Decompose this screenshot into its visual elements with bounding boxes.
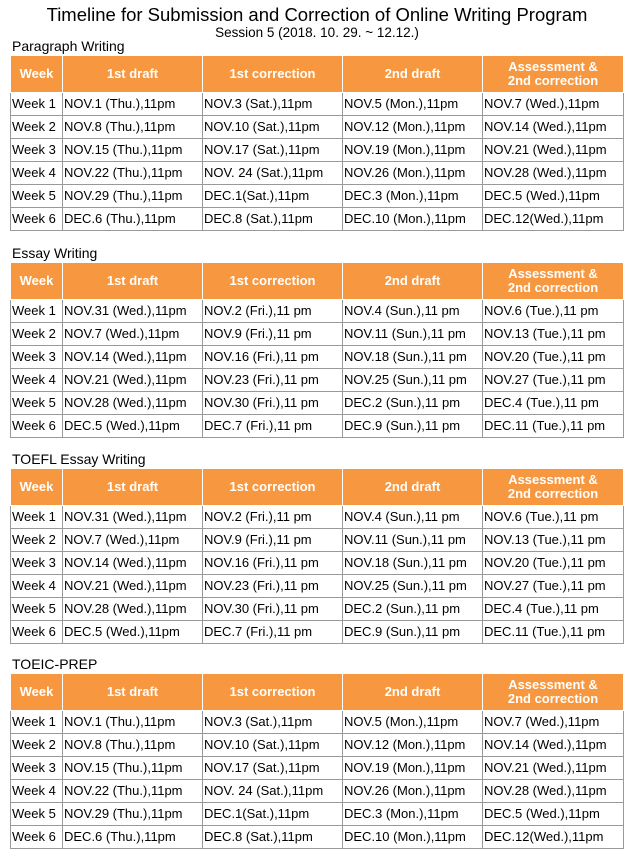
column-header: Week [11,469,63,506]
date-cell: DEC.10 (Mon.),11pm [343,208,483,231]
date-cell: NOV.13 (Tue.),11 pm [483,529,624,552]
date-cell: NOV.12 (Mon.),11pm [343,116,483,139]
date-cell: DEC.11 (Tue.),11 pm [483,621,624,644]
date-cell: NOV.1 (Thu.),11pm [63,711,203,734]
date-cell: NOV.29 (Thu.),11pm [63,185,203,208]
date-cell: NOV.23 (Fri.),11 pm [203,575,343,598]
date-cell: NOV.31 (Wed.),11pm [63,506,203,529]
date-cell: DEC.5 (Wed.),11pm [483,803,624,826]
date-cell: NOV.5 (Mon.),11pm [343,93,483,116]
table-row [11,780,624,803]
date-cell: DEC.7 (Fri.),11 pm [203,621,343,644]
table-row [11,346,624,369]
page-subtitle: Session 5 (2018. 10. 29. ~ 12.12.) [215,25,419,40]
table-row [11,139,624,162]
date-cell: DEC.2 (Sun.),11 pm [343,392,483,415]
date-cell: NOV.21 (Wed.),11pm [483,139,624,162]
date-cell: NOV.28 (Wed.),11pm [63,392,203,415]
schedule-section [10,245,623,438]
section-title: Paragraph Writing [12,38,125,54]
column-header: 2nd draft [343,263,483,300]
schedule-table [10,262,624,438]
date-cell: NOV.19 (Mon.),11pm [343,757,483,780]
date-cell: DEC.11 (Tue.),11 pm [483,415,624,438]
date-cell: NOV.13 (Tue.),11 pm [483,323,624,346]
date-cell: NOV.9 (Fri.),11 pm [203,323,343,346]
date-cell: DEC.6 (Thu.),11pm [63,826,203,849]
week-cell: Week 2 [11,116,63,139]
date-cell: NOV.3 (Sat.),11pm [203,711,343,734]
date-cell: NOV.20 (Tue.),11 pm [483,346,624,369]
date-cell: NOV.7 (Wed.),11pm [63,323,203,346]
column-header: Assessment & 2nd correction [483,674,624,711]
date-cell: NOV.22 (Thu.),11pm [63,162,203,185]
date-cell: NOV.27 (Tue.),11 pm [483,575,624,598]
date-cell: NOV.11 (Sun.),11 pm [343,529,483,552]
date-cell: NOV.14 (Wed.),11pm [483,734,624,757]
date-cell: DEC.9 (Sun.),11 pm [343,621,483,644]
column-header: 1st draft [63,263,203,300]
date-cell: DEC.5 (Wed.),11pm [63,621,203,644]
table-row [11,208,624,231]
date-cell: NOV.14 (Wed.),11pm [63,552,203,575]
table-row [11,575,624,598]
table-row [11,323,624,346]
date-cell: NOV.2 (Fri.),11 pm [203,300,343,323]
table-row [11,757,624,780]
date-cell: NOV.7 (Wed.),11pm [63,529,203,552]
date-cell: NOV.18 (Sun.),11 pm [343,552,483,575]
date-cell: DEC.2 (Sun.),11 pm [343,598,483,621]
date-cell: NOV.8 (Thu.),11pm [63,116,203,139]
date-cell: DEC.5 (Wed.),11pm [483,185,624,208]
week-cell: Week 2 [11,734,63,757]
date-cell: NOV.16 (Fri.),11 pm [203,552,343,575]
date-cell: DEC.12(Wed.),11pm [483,208,624,231]
table-row [11,734,624,757]
section-title: TOEIC-PREP [12,656,98,672]
date-cell: DEC.1(Sat.),11pm [203,185,343,208]
date-cell: NOV.2 (Fri.),11 pm [203,506,343,529]
column-header: Assessment & 2nd correction [483,469,624,506]
date-cell: NOV.3 (Sat.),11pm [203,93,343,116]
column-header: 2nd draft [343,56,483,93]
date-cell: NOV.20 (Tue.),11 pm [483,552,624,575]
date-cell: NOV.4 (Sun.),11 pm [343,506,483,529]
schedule-table [10,55,624,231]
date-cell: DEC.9 (Sun.),11 pm [343,415,483,438]
week-cell: Week 1 [11,300,63,323]
table-row [11,162,624,185]
date-cell: NOV.21 (Wed.),11pm [63,575,203,598]
date-cell: DEC.8 (Sat.),11pm [203,208,343,231]
table-header-row [11,263,624,300]
table-row [11,116,624,139]
week-cell: Week 5 [11,392,63,415]
table-row [11,529,624,552]
date-cell: NOV.25 (Sun.),11 pm [343,575,483,598]
table-row [11,506,624,529]
column-header: 1st correction [203,263,343,300]
date-cell: NOV.5 (Mon.),11pm [343,711,483,734]
date-cell: NOV.18 (Sun.),11 pm [343,346,483,369]
column-header: Week [11,674,63,711]
page-title: Timeline for Submission and Correction of Online Writing Program [46,4,588,25]
schedule-section [10,451,623,644]
date-cell: NOV.23 (Fri.),11 pm [203,369,343,392]
column-header: 1st correction [203,469,343,506]
date-cell: NOV.7 (Wed.),11pm [483,711,624,734]
date-cell: NOV.11 (Sun.),11 pm [343,323,483,346]
week-cell: Week 4 [11,369,63,392]
date-cell: NOV. 24 (Sat.),11pm [203,780,343,803]
table-row [11,300,624,323]
column-header: 1st draft [63,674,203,711]
date-cell: NOV.30 (Fri.),11 pm [203,392,343,415]
table-header-row [11,674,624,711]
schedule-table [10,468,624,644]
week-cell: Week 2 [11,529,63,552]
column-header: 2nd draft [343,674,483,711]
date-cell: NOV.28 (Wed.),11pm [483,162,624,185]
date-cell: NOV.16 (Fri.),11 pm [203,346,343,369]
column-header: 1st draft [63,56,203,93]
date-cell: NOV.10 (Sat.),11pm [203,116,343,139]
date-cell: NOV.25 (Sun.),11 pm [343,369,483,392]
week-cell: Week 5 [11,598,63,621]
column-header: 1st correction [203,674,343,711]
date-cell: DEC.4 (Tue.),11 pm [483,392,624,415]
week-cell: Week 3 [11,552,63,575]
date-cell: NOV.10 (Sat.),11pm [203,734,343,757]
date-cell: NOV.12 (Mon.),11pm [343,734,483,757]
date-cell: NOV.26 (Mon.),11pm [343,162,483,185]
table-row [11,711,624,734]
column-header: Week [11,263,63,300]
date-cell: NOV.4 (Sun.),11 pm [343,300,483,323]
schedule-table [10,673,624,849]
week-cell: Week 5 [11,803,63,826]
date-cell: NOV.6 (Tue.),11 pm [483,506,624,529]
date-cell: NOV.31 (Wed.),11pm [63,300,203,323]
table-row [11,93,624,116]
table-row [11,803,624,826]
week-cell: Week 4 [11,780,63,803]
date-cell: DEC.7 (Fri.),11 pm [203,415,343,438]
week-cell: Week 1 [11,93,63,116]
date-cell: NOV.15 (Thu.),11pm [63,757,203,780]
date-cell: DEC.8 (Sat.),11pm [203,826,343,849]
date-cell: DEC.1(Sat.),11pm [203,803,343,826]
date-cell: NOV.22 (Thu.),11pm [63,780,203,803]
date-cell: NOV.29 (Thu.),11pm [63,803,203,826]
week-cell: Week 3 [11,757,63,780]
date-cell: DEC.12(Wed.),11pm [483,826,624,849]
date-cell: NOV.19 (Mon.),11pm [343,139,483,162]
table-header-row [11,56,624,93]
date-cell: NOV.21 (Wed.),11pm [63,369,203,392]
date-cell: DEC.4 (Tue.),11 pm [483,598,624,621]
column-header: Assessment & 2nd correction [483,56,624,93]
week-cell: Week 1 [11,711,63,734]
date-cell: NOV.9 (Fri.),11 pm [203,529,343,552]
date-cell: DEC.5 (Wed.),11pm [63,415,203,438]
week-cell: Week 3 [11,346,63,369]
table-row [11,369,624,392]
date-cell: NOV.26 (Mon.),11pm [343,780,483,803]
date-cell: NOV.27 (Tue.),11 pm [483,369,624,392]
section-title: TOEFL Essay Writing [12,451,146,467]
week-cell: Week 5 [11,185,63,208]
week-cell: Week 4 [11,162,63,185]
table-row [11,415,624,438]
date-cell: NOV.21 (Wed.),11pm [483,757,624,780]
date-cell: DEC.10 (Mon.),11pm [343,826,483,849]
column-header: 1st correction [203,56,343,93]
schedule-section [10,38,623,231]
table-row [11,552,624,575]
table-row [11,392,624,415]
date-cell: NOV.28 (Wed.),11pm [483,780,624,803]
week-cell: Week 6 [11,621,63,644]
column-header: Week [11,56,63,93]
date-cell: NOV.7 (Wed.),11pm [483,93,624,116]
date-cell: NOV.15 (Thu.),11pm [63,139,203,162]
date-cell: NOV.30 (Fri.),11 pm [203,598,343,621]
date-cell: NOV.14 (Wed.),11pm [63,346,203,369]
table-row [11,621,624,644]
date-cell: NOV.17 (Sat.),11pm [203,757,343,780]
week-cell: Week 2 [11,323,63,346]
table-row [11,826,624,849]
week-cell: Week 4 [11,575,63,598]
table-header-row [11,469,624,506]
column-header: 1st draft [63,469,203,506]
week-cell: Week 6 [11,415,63,438]
schedule-section [10,656,623,849]
column-header: Assessment & 2nd correction [483,263,624,300]
date-cell: DEC.6 (Thu.),11pm [63,208,203,231]
week-cell: Week 1 [11,506,63,529]
date-cell: NOV.1 (Thu.),11pm [63,93,203,116]
date-cell: NOV.17 (Sat.),11pm [203,139,343,162]
date-cell: NOV.6 (Tue.),11 pm [483,300,624,323]
date-cell: NOV.8 (Thu.),11pm [63,734,203,757]
date-cell: DEC.3 (Mon.),11pm [343,803,483,826]
table-row [11,598,624,621]
date-cell: NOV.14 (Wed.),11pm [483,116,624,139]
week-cell: Week 3 [11,139,63,162]
date-cell: DEC.3 (Mon.),11pm [343,185,483,208]
week-cell: Week 6 [11,826,63,849]
section-title: Essay Writing [12,245,98,261]
table-row [11,185,624,208]
week-cell: Week 6 [11,208,63,231]
column-header: 2nd draft [343,469,483,506]
date-cell: NOV. 24 (Sat.),11pm [203,162,343,185]
date-cell: NOV.28 (Wed.),11pm [63,598,203,621]
